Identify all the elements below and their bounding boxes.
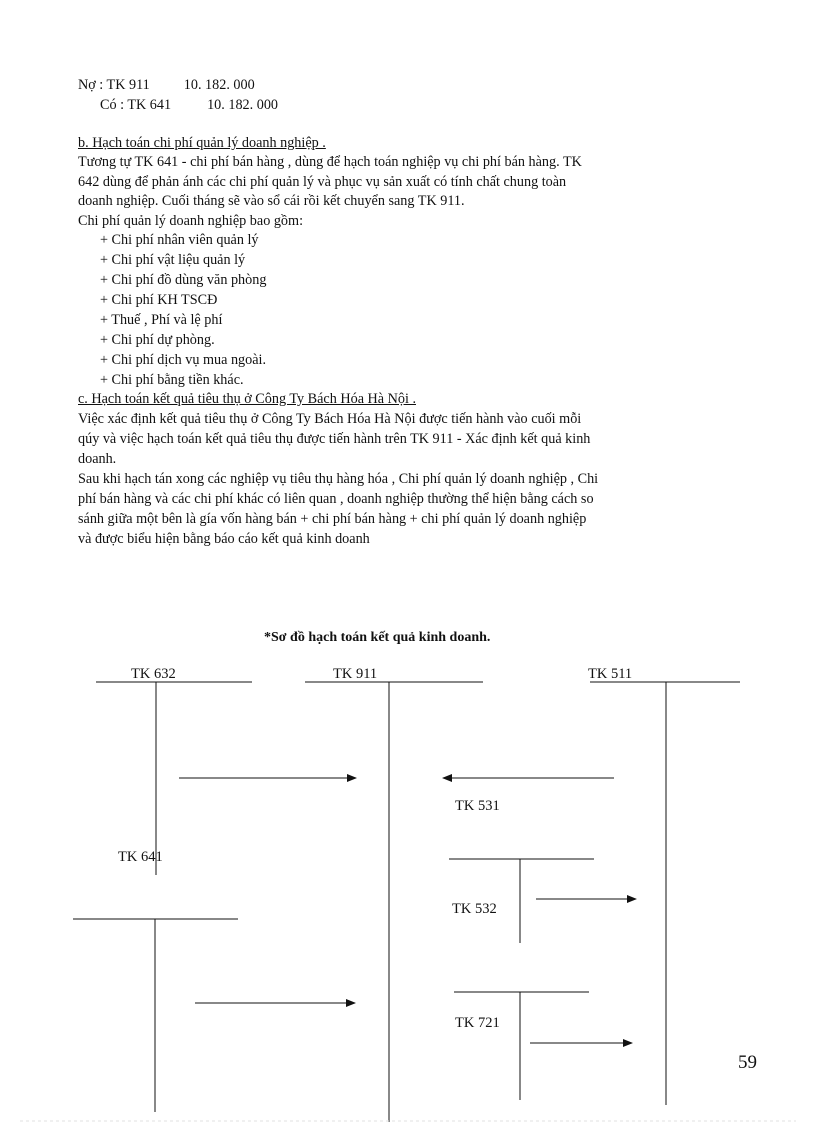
cost-item: + Chi phí bằng tiền khác.	[100, 372, 244, 388]
section-c-para-line: Sau khi hạch tán xong các nghiệp vụ tiêu thụ hàng hóa , Chi phí quản lý doanh nghiệp , Chi	[78, 471, 599, 487]
tk911-label: TK 911	[333, 666, 378, 682]
cost-item: + Chi phí dự phòng.	[100, 332, 215, 348]
credit-label: Có : TK 641	[100, 97, 172, 113]
tk531-label: TK 531	[455, 798, 500, 814]
tk511-label: TK 511	[588, 666, 633, 682]
cost-item: + Chi phí đồ dùng văn phòng	[100, 272, 267, 288]
cost-item: + Chi phí vật liệu quản lý	[100, 252, 246, 268]
section-c-heading: c. Hạch toán kết quả tiêu thụ ở Công Ty Bách Hóa Hà Nội .	[78, 391, 416, 407]
cost-item: + Chi phí KH TSCĐ	[100, 292, 218, 308]
tk532-label: TK 532	[452, 901, 497, 917]
tk721-label: TK 721	[455, 1015, 500, 1031]
cost-item: + Thuế , Phí và lệ phí	[100, 312, 223, 328]
cost-item: + Chi phí dịch vụ mua ngoài.	[100, 352, 267, 368]
debit-label: Nợ : TK 911	[78, 77, 150, 93]
section-c-para-line: qúy và việc hạch toán kết quả tiêu thụ được tiến hành trên TK 911 - Xác định kết quả kinh	[78, 431, 591, 447]
debit-amount: 10. 182. 000	[183, 77, 255, 93]
credit-amount: 10. 182. 000	[207, 97, 279, 113]
tk632-label: TK 632	[131, 666, 176, 682]
section-c-para-line: phí bán hàng và các chi phí khác có liên quan , doanh nghiệp thường thể hiện bằng cách so	[78, 491, 594, 507]
page-number: 59	[738, 1052, 757, 1073]
cost-item: + Chi phí nhân viên quản lý	[100, 232, 259, 248]
section-b-para-line: doanh nghiệp. Cuối tháng sẽ vào sổ cái rồi kết chuyển sang TK 911.	[78, 193, 465, 209]
tk641-label: TK 641	[118, 849, 163, 865]
diagram-title: *Sơ đồ hạch toán kết quả kinh doanh.	[264, 630, 491, 645]
section-c-para-line: Việc xác định kết quả tiêu thụ ở Công Ty Bách Hóa Hà Nội được tiến hành vào cuối mỗi	[78, 411, 582, 427]
section-c-para-line: doanh.	[78, 451, 117, 467]
section-b-para-line: 642 dùng để phản ánh các chi phí quản lý và phục vụ sản xuất có tính chất chung toàn	[78, 174, 567, 190]
section-b-para-line: Tương tự TK 641 - chi phí bán hàng , dùng để hạch toán nghiệp vụ chi phí bán hàng. TK	[78, 154, 582, 170]
section-c-para-line: và được biểu hiện bằng báo cáo kết quả kinh doanh	[78, 531, 370, 547]
section-b-heading: b. Hạch toán chi phí quản lý doanh nghiệp .	[78, 135, 326, 151]
section-b-para-line: Chi phí quản lý doanh nghiệp bao gồm:	[78, 213, 304, 229]
section-c-para-line: sánh giữa một bên là gía vốn hàng bán + chi phí bán hàng + chi phí quản lý doanh nghiệp	[78, 511, 587, 527]
